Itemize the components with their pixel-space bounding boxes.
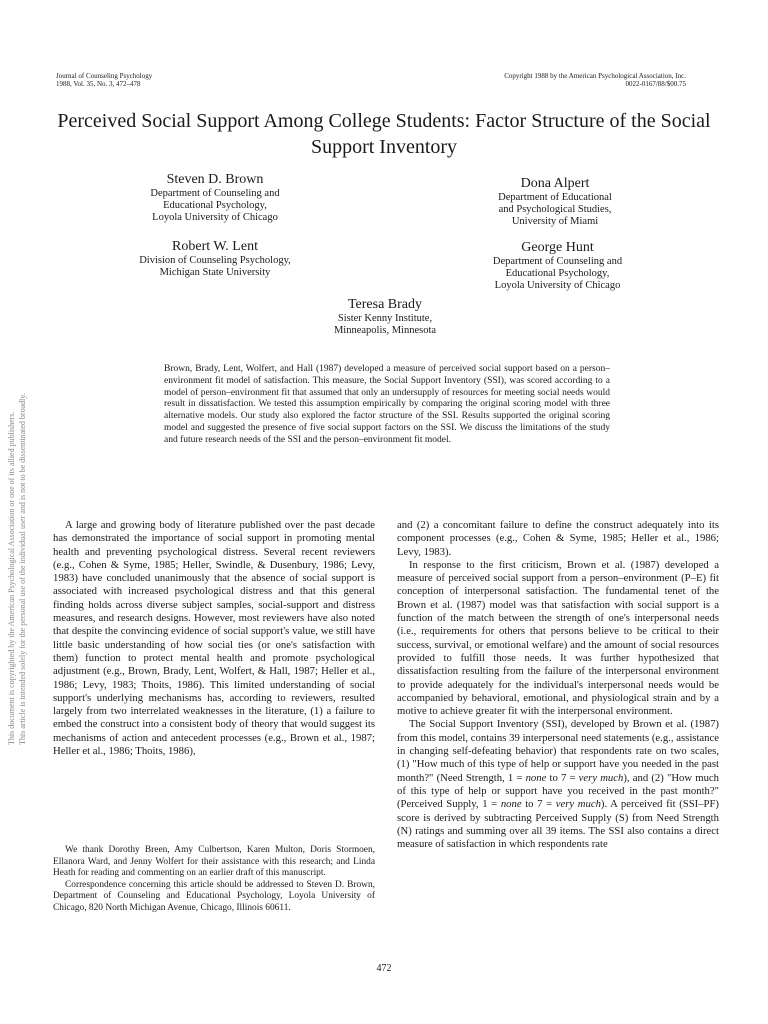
text-run: The Social Support Inventory (SSI), developed by Brown et al. (1987) from this model, contains 39 interpersonal need statements (e.g., assistance in changing self-defeating behavior) that respondents rate on two scales, (1) "How much of this type of help or support have you needed in the past month?" (Need Strength, 1 = <box>397 718 719 784</box>
author-affiliation: Department of Counseling and <box>492 256 623 267</box>
author-affiliation: Department of Educational <box>498 192 612 203</box>
correspondence-note: Correspondence concerning this article should be addressed to Steven D. Brown, Department of Counseling and Educational Psychology, Loyola University of Chicago, 820 North Michigan Avenue, Chicago, Illinois 60611. <box>53 879 375 913</box>
body-paragraph: In response to the first criticism, Brown et al. (1987) developed a measure of perceived social support from a person–environment (P–E) fit conception of interpersonal satisfaction. The fundamental tenet of the Brown et al. (1987) model was that satisfaction with social support is a function of the match between the strength of one's interpersonal needs (i.e., requirements for others that persons believe to be critical to their success, survival, or emotional welfare) and the amount of social resources provided to fulfill those needs. It was further hypothesized that dissatisfaction resulting from the failure of the interpersonal environment to provide adequately for the individual's interpersonal needs would be accompanied by behavioral, emotional, and physiological strain and by a motive to achieve greater fit with the interpersonal environment. <box>397 558 719 718</box>
author-affiliation: Division of Counseling Psychology, <box>139 255 291 266</box>
author-block <box>300 297 470 337</box>
abstract: Brown, Brady, Lent, Wolfert, and Hall (1987) developed a measure of perceived social support based on a person–environment fit model of satisfaction. This measure, the Social Support Inventory (SSI), was scored according to a model of person–environment fit that assumed that only an undersupply of resources for meeting social needs would result in dissatisfaction. We tested this assumption empirically by comparing the original scoring model with three alternative models. Our study also explored the factor structure of the SSI. Results supported the original scoring model and suggested the presence of five social support factors on the SSI. We discuss the limitations of the study and future research needs of the SSI and the person–environment fit model. <box>164 364 610 445</box>
text-run: to 7 = <box>546 771 579 784</box>
copyright-line: Copyright 1988 by the American Psychological Association, Inc. <box>504 72 686 80</box>
author-affiliation: Loyola University of Chicago <box>152 212 278 223</box>
author-name: Steven D. Brown <box>166 172 264 187</box>
page-number: 472 <box>376 963 392 974</box>
italic-term: very much <box>578 771 624 784</box>
sidebar-line: This article is intended solely for the personal use of the individual user and is not to be disseminated broadly. <box>18 393 27 745</box>
author-block <box>460 240 655 292</box>
author-name: Dona Alpert <box>520 176 590 191</box>
body-column-right <box>397 519 719 851</box>
author-affiliation: Loyola University of Chicago <box>494 280 621 291</box>
sidebar-line: This document is copyrighted by the American Psychological Association or one of its allied publishers. <box>7 411 16 745</box>
author-affiliation: Educational Psychology, <box>163 200 267 211</box>
article-code: 0022-0167/88/$00.75 <box>625 80 686 88</box>
text-run: ). A perceived fit (SSI–PF) score is derived by subtracting Perceived Supply (S) from Need Strength (N) ratings and summing over all 39 items. The SSI also contains a direct measure of satisfaction in which respondents rate <box>397 798 719 851</box>
acknowledgment-note: We thank Dorothy Breen, Amy Culbertson, Karen Multon, Doris Stormoen, Ellanora Ward, and Jenny Wolfert for their assistance with this research; and Linda Heath for reading and commenting on an earlier draft of this manuscript. <box>53 845 375 878</box>
author-affiliation: Sister Kenny Institute, <box>337 313 433 324</box>
text-run: to 7 = <box>521 798 556 811</box>
author-affiliation: Minneapolis, Minnesota <box>333 325 437 336</box>
body-paragraph <box>397 718 719 851</box>
footnotes <box>53 845 375 914</box>
body-paragraph: A large and growing body of literature published over the past decade has demonstrated the importance of social support in promoting mental health and preventing psychological distress. Several recent reviewers (e.g., Cohen & Syme, 1985; Heller, Swindle, & Dusenbury, 1986; Levy, 1983) have concluded unanimously that the absence of social support is associated with increased psychological distress and that this general finding holds across diverse subject samples, social-support and distress measures, and research designs. However, most reviewers have also noted that despite the convincing evidence of social support's value, we still have little basic understanding of how social ties (or one's satisfaction with them) function to protect mental health and promote psychological adjustment (e.g., Brown, Brady, Lent, Wolfert, & Hall, 1987; Heller et al., 1986; Levy, 1983; Thoits, 1986). This limited understanding of social support's underlying mechanisms has, according to reviewers, resulted largely from two interrelated weaknesses in the literature, (1) a failure to embed the construct into a consistent body of theory that would suggest its mechanisms of action and antecedent processes (e.g., Brown et al., 1987; Heller et al., 1986; Thoits, 1986), <box>53 519 375 758</box>
text-run: ), and (2) "How much of this type of help or support have you received in the past month?" (Perceived Supply, 1 = <box>397 771 720 811</box>
italic-term: very much <box>555 798 601 811</box>
author-affiliation: Michigan State University <box>159 267 271 278</box>
author-affiliation: and Psychological Studies, <box>498 204 612 215</box>
journal-name: Journal of Counseling Psychology <box>56 72 153 80</box>
body-column-left <box>53 519 375 758</box>
italic-term: none <box>500 798 522 811</box>
author-affiliation: University of Miami <box>511 216 599 227</box>
body-paragraph: and (2) a concomitant failure to define the construct adequately into its component processes (e.g., Cohen & Syme, 1985; Heller et al., 1986; Levy, 1983). <box>397 519 719 558</box>
author-block <box>115 172 315 224</box>
author-name: Robert W. Lent <box>172 239 258 254</box>
article-title: Perceived Social Support Among College Students: Factor Structure of the Social Support Inventory <box>57 110 711 158</box>
copyright-notice <box>504 72 686 88</box>
author-affiliation: Department of Counseling and <box>150 188 280 199</box>
author-name: Teresa Brady <box>347 297 423 312</box>
copyright-sidebar <box>6 275 30 745</box>
italic-term: none <box>525 771 547 784</box>
author-name: George Hunt <box>521 240 594 255</box>
author-block <box>108 239 322 279</box>
author-affiliation: Educational Psychology, <box>505 268 610 279</box>
journal-citation <box>56 72 152 88</box>
author-block <box>455 176 655 228</box>
journal-volume: 1988, Vol. 35, No. 3, 472–478 <box>56 80 141 88</box>
